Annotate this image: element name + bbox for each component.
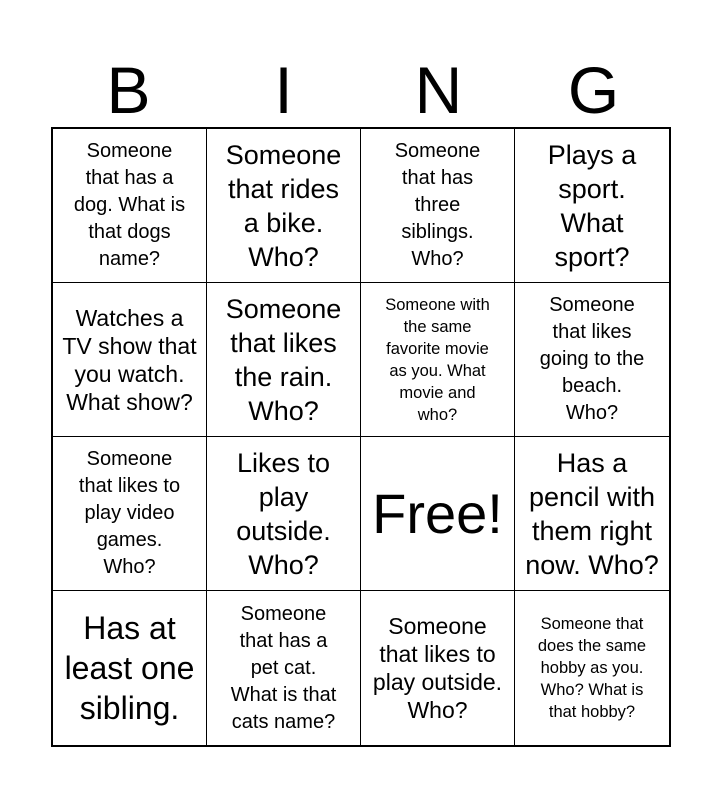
cell-text: Someone that does the same hobby as you. Who? What is that hobby?: [537, 615, 647, 721]
bingo-cell-r3c1[interactable]: [53, 437, 207, 591]
bingo-cell-r2c4[interactable]: [515, 283, 669, 437]
cell-text: Plays a sport. What sport?: [547, 139, 637, 272]
cell-text: Someone that has three siblings. Who?: [394, 140, 481, 270]
bingo-cell-r1c2[interactable]: [207, 129, 361, 283]
cell-text: Someone that likes to play outside. Who?: [372, 613, 503, 723]
cell-text: Someone with the same favorite movie as you. What movie and who?: [385, 295, 490, 424]
bingo-cell-r1c3[interactable]: [361, 129, 515, 283]
bingo-cell-r4c1[interactable]: [53, 591, 207, 745]
header-letter-n: N: [414, 53, 463, 127]
cell-text: Someone that likes to play video games. Who?: [78, 448, 181, 578]
bingo-board: [51, 127, 671, 747]
cell-text: Watches a TV show that you watch. What show?: [62, 304, 197, 415]
header-letter-g: G: [567, 53, 620, 127]
header-letter-i: I: [274, 53, 293, 127]
bingo-cell-r2c2[interactable]: [207, 283, 361, 437]
bingo-cell-free[interactable]: [361, 437, 515, 591]
cell-text: Has a pencil with them right now. Who?: [525, 447, 659, 580]
bingo-cell-r4c3[interactable]: [361, 591, 515, 745]
bingo-cell-r1c4[interactable]: [515, 129, 669, 283]
cell-text: Someone that has a pet cat. What is that cats name?: [230, 602, 337, 733]
bingo-header: [51, 52, 671, 128]
cell-text: Someone that rides a bike. Who?: [225, 139, 342, 272]
cell-text: Someone that likes going to the beach. Who?: [539, 294, 645, 424]
cell-text: Someone that likes the rain. Who?: [225, 293, 342, 426]
cell-text: Has at least one sibling.: [64, 610, 195, 726]
bingo-cell-r2c1[interactable]: [53, 283, 207, 437]
header-letter-b: B: [106, 53, 151, 127]
bingo-cell-r4c2[interactable]: [207, 591, 361, 745]
cell-text: Likes to play outside. Who?: [236, 447, 331, 580]
bingo-cell-r3c2[interactable]: [207, 437, 361, 591]
bingo-cell-r4c4[interactable]: [515, 591, 669, 745]
bingo-cell-r2c3[interactable]: [361, 283, 515, 437]
bingo-cell-r1c1[interactable]: [53, 129, 207, 283]
bingo-cell-r3c4[interactable]: [515, 437, 669, 591]
free-space-text: Free!: [372, 481, 503, 545]
cell-text: Someone that has a dog. What is that dogs name?: [73, 140, 186, 270]
